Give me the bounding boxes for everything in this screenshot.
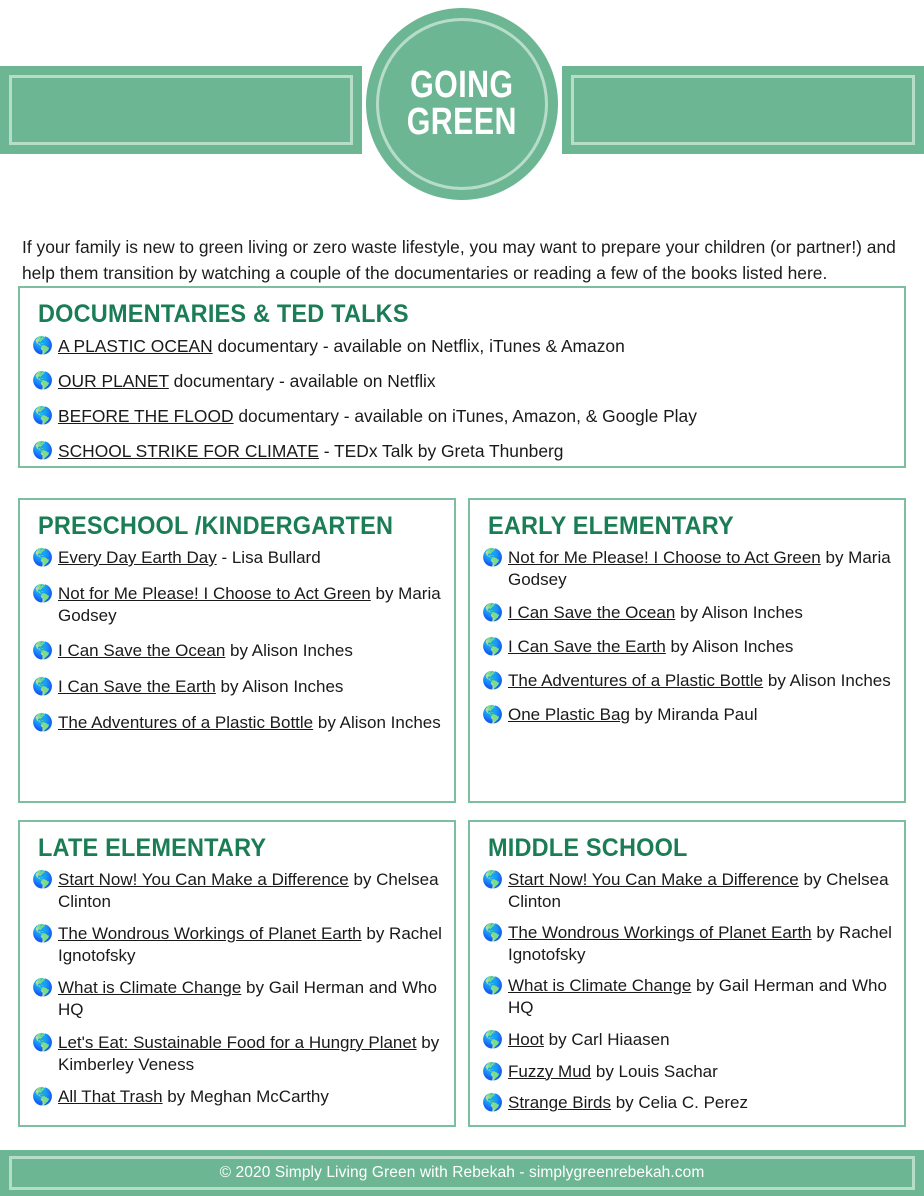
list-item-title: The Adventures of a Plastic Bottle <box>508 671 764 691</box>
list-item-text <box>58 640 442 662</box>
list-item <box>30 977 442 1021</box>
list-item-text <box>508 670 892 692</box>
list-item-detail: by Alison Inches <box>313 713 441 732</box>
list-item-title: I Can Save the Ocean <box>508 603 676 623</box>
earth-globe-americas-icon: 🌎 <box>482 1061 504 1081</box>
list-item <box>30 547 442 570</box>
section-early-elementary <box>468 498 906 803</box>
list-item-title: Strange Birds <box>508 1093 611 1113</box>
list-item-title: A PLASTIC OCEAN <box>58 336 213 356</box>
list-item <box>30 676 442 699</box>
list-item-detail: by Alison Inches <box>225 641 353 661</box>
badge-line-2: GREEN <box>406 101 518 143</box>
list-item <box>480 869 892 913</box>
list-item-text <box>58 1086 442 1108</box>
middle-school-list <box>480 869 892 1115</box>
earth-globe-americas-icon: 🌎 <box>482 870 504 889</box>
list-item <box>30 923 442 967</box>
header-banner-left-inner-border <box>9 75 353 145</box>
list-item-text <box>58 712 442 734</box>
list-item-detail: - Lisa Bullard <box>216 548 321 567</box>
list-item-title: What is Climate Change <box>58 978 242 998</box>
list-item-title: Start Now! You Can Make a Difference <box>508 870 799 889</box>
list-item-text <box>508 922 892 966</box>
list-item-text <box>58 440 892 463</box>
list-item-text <box>58 405 892 428</box>
list-item-title: OUR PLANET <box>58 370 169 391</box>
list-item-title: I Can Save the Earth <box>508 637 666 657</box>
list-item-text <box>58 370 892 393</box>
list-item-detail: by Chelsea Clinton <box>508 870 889 912</box>
list-item-detail: by Gail Herman and Who HQ <box>508 976 887 1018</box>
list-item <box>480 975 892 1019</box>
section-documentaries <box>18 286 906 468</box>
earth-globe-americas-icon: 🌎 <box>482 1029 504 1049</box>
list-item <box>30 583 442 627</box>
list-item-text <box>508 602 892 624</box>
earth-globe-americas-icon: 🌎 <box>482 548 504 567</box>
earth-globe-americas-icon: 🌎 <box>32 370 54 390</box>
list-item-text <box>58 583 442 627</box>
page-footer <box>0 1150 924 1196</box>
earth-globe-americas-icon: 🌎 <box>32 440 54 460</box>
list-item-title: Every Day Earth Day <box>58 548 217 567</box>
earth-globe-americas-icon: 🌎 <box>32 1086 54 1106</box>
list-item-text <box>58 869 442 913</box>
list-item <box>480 602 892 625</box>
earth-globe-americas-icon: 🌎 <box>32 548 54 567</box>
earth-globe-americas-icon: 🌎 <box>32 978 54 998</box>
list-item-title: Hoot <box>508 1029 544 1049</box>
badge-line-1: GOING <box>410 63 514 106</box>
going-green-badge <box>366 8 558 200</box>
list-item <box>480 704 892 727</box>
footer-copyright-text: © 2020 Simply Living Green with Rebekah - simplygreenrebekah.com <box>219 1164 705 1181</box>
list-item-detail: documentary - available on Netflix, iTunes & Amazon <box>212 336 625 356</box>
earth-globe-americas-icon: 🌎 <box>482 923 504 943</box>
earth-globe-americas-icon: 🌎 <box>482 976 504 996</box>
list-item <box>30 370 892 393</box>
earth-globe-americas-icon: 🌎 <box>32 1032 54 1052</box>
documentaries-list <box>30 335 892 463</box>
list-item <box>480 670 892 693</box>
list-item-detail: by Alison Inches <box>763 671 891 691</box>
list-item <box>480 1092 892 1115</box>
list-item-detail: by Gail Herman and Who HQ <box>58 978 437 1020</box>
intro-paragraph: If your family is new to green living or zero waste lifestyle, you may want to prepare your children (or partner!) and help them transition by watching a couple of the documentaries or reading a few of the books listed here. <box>22 237 896 284</box>
list-item-text <box>508 547 892 591</box>
section-preschool-kindergarten <box>18 498 456 803</box>
header-banner-left <box>0 66 362 154</box>
list-item-detail: by Maria Godsey <box>508 548 891 590</box>
list-item-text <box>508 636 892 658</box>
list-item-detail: by Louis Sachar <box>591 1061 718 1081</box>
list-item <box>30 335 892 358</box>
list-item-text <box>58 676 442 698</box>
list-item <box>30 640 442 663</box>
list-item-text <box>58 977 442 1021</box>
section-title-early-elementary: EARLY ELEMENTARY <box>488 512 734 540</box>
list-item-detail: by Alison Inches <box>675 603 803 623</box>
earth-globe-americas-icon: 🌎 <box>482 603 504 623</box>
list-item-detail: by Maria Godsey <box>58 583 441 626</box>
list-item-detail: - TEDx Talk by Greta Thunberg <box>318 440 564 461</box>
preschool-list <box>30 547 442 735</box>
footer-inner-border <box>9 1156 915 1190</box>
list-item-detail: by Miranda Paul <box>629 705 758 724</box>
list-item-detail: by Chelsea Clinton <box>58 870 439 912</box>
list-item <box>30 440 892 463</box>
section-title-documentaries: DOCUMENTARIES & TED TALKS <box>38 300 409 328</box>
list-item-text <box>58 335 892 358</box>
list-item-text <box>508 975 892 1019</box>
list-item-title: Let's Eat: Sustainable Food for a Hungry Planet <box>58 1032 417 1052</box>
list-item-text <box>58 1032 442 1076</box>
list-item-title: The Wondrous Workings of Planet Earth <box>508 923 812 943</box>
list-item-text <box>58 547 442 569</box>
earth-globe-americas-icon: 🌎 <box>32 870 54 889</box>
section-late-elementary <box>18 820 456 1127</box>
earth-globe-americas-icon: 🌎 <box>32 583 54 603</box>
earth-globe-americas-icon: 🌎 <box>32 336 54 355</box>
list-item-detail: by Alison Inches <box>665 637 794 657</box>
list-item-title: Fuzzy Mud <box>508 1061 592 1081</box>
list-item-detail: by Celia C. Perez <box>611 1093 748 1113</box>
page-header <box>0 0 924 200</box>
section-title-middle-school: MIDDLE SCHOOL <box>488 834 688 862</box>
list-item-detail: by Carl Hiaasen <box>543 1029 670 1049</box>
list-item-detail: by Alison Inches <box>215 677 344 697</box>
list-item-title: The Wondrous Workings of Planet Earth <box>58 924 362 944</box>
list-item <box>30 1086 442 1109</box>
list-item <box>480 547 892 591</box>
list-item-detail: documentary - available on Netflix <box>168 370 436 391</box>
earth-globe-americas-icon: 🌎 <box>482 1093 504 1113</box>
earth-globe-americas-icon: 🌎 <box>32 405 54 425</box>
list-item <box>30 1032 442 1076</box>
early-elementary-list <box>480 547 892 727</box>
list-item-title: I Can Save the Ocean <box>58 641 226 661</box>
list-item-text <box>508 704 892 726</box>
list-item-title: BEFORE THE FLOOD <box>58 405 234 426</box>
section-title-late-elementary: LATE ELEMENTARY <box>38 834 267 862</box>
list-item-text <box>508 1029 892 1051</box>
header-banner-right-inner-border <box>571 75 915 145</box>
list-item <box>480 922 892 966</box>
badge-text <box>406 63 518 143</box>
list-item-title: What is Climate Change <box>508 976 692 996</box>
earth-globe-americas-icon: 🌎 <box>32 713 54 732</box>
earth-globe-americas-icon: 🌎 <box>482 705 504 724</box>
list-item-title: Start Now! You Can Make a Difference <box>58 870 349 889</box>
list-item-title: I Can Save the Earth <box>58 677 216 697</box>
list-item-detail: by Kimberley Veness <box>58 1032 440 1074</box>
earth-globe-americas-icon: 🌎 <box>482 637 504 657</box>
list-item-text <box>58 923 442 967</box>
list-item <box>480 1029 892 1052</box>
header-banner-right <box>562 66 924 154</box>
list-item-title: SCHOOL STRIKE FOR CLIMATE <box>58 440 319 461</box>
section-title-preschool: PRESCHOOL /KINDERGARTEN <box>38 512 394 540</box>
list-item <box>30 869 442 913</box>
earth-globe-americas-icon: 🌎 <box>482 671 504 691</box>
list-item-title: Not for Me Please! I Choose to Act Green <box>58 583 371 603</box>
list-item-text <box>508 1061 892 1083</box>
list-item <box>480 636 892 659</box>
earth-globe-americas-icon: 🌎 <box>32 677 54 697</box>
list-item-detail: by Meghan McCarthy <box>162 1086 329 1106</box>
late-elementary-list <box>30 869 442 1109</box>
list-item-text <box>508 869 892 913</box>
list-item-title: One Plastic Bag <box>508 705 630 724</box>
list-item-text <box>508 1092 892 1114</box>
list-item-title: Not for Me Please! I Choose to Act Green <box>508 548 821 567</box>
list-item <box>30 712 442 735</box>
earth-globe-americas-icon: 🌎 <box>32 641 54 661</box>
list-item-detail: by Rachel Ignotofsky <box>58 924 442 966</box>
list-item-detail: by Rachel Ignotofsky <box>508 923 892 965</box>
earth-globe-americas-icon: 🌎 <box>32 924 54 944</box>
list-item <box>30 405 892 428</box>
list-item-title: The Adventures of a Plastic Bottle <box>58 713 314 732</box>
list-item <box>480 1061 892 1084</box>
list-item-title: All That Trash <box>58 1086 163 1106</box>
list-item-detail: documentary - available on iTunes, Amazon, & Google Play <box>233 405 697 426</box>
section-middle-school <box>468 820 906 1127</box>
